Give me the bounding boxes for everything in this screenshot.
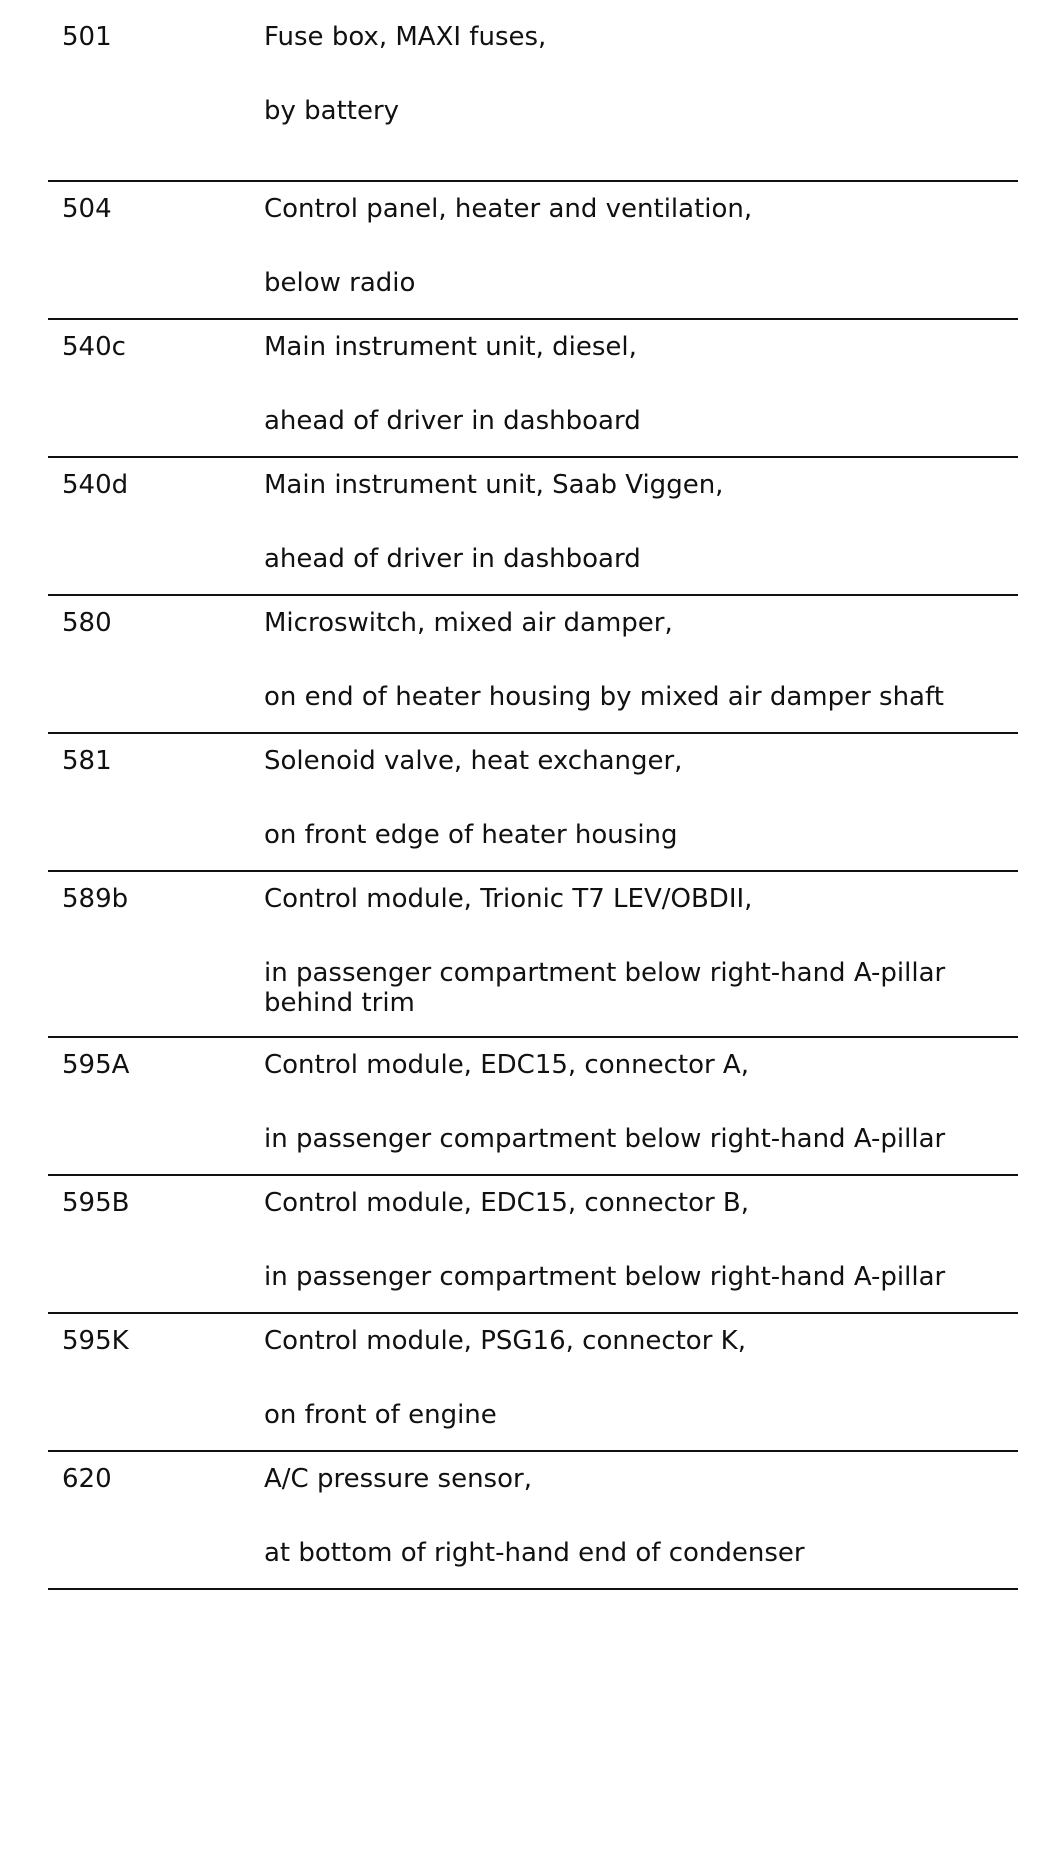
list-item <box>48 1452 1018 1590</box>
list-item <box>48 872 1018 1038</box>
component-location: on end of heater housing by mixed air damper shaft <box>264 682 944 712</box>
component-code: 580 <box>62 608 112 638</box>
component-code: 595B <box>62 1188 130 1218</box>
component-description <box>264 744 1018 850</box>
component-title: Main instrument unit, diesel, <box>264 332 637 362</box>
component-description <box>264 330 1018 436</box>
component-title: Microswitch, mixed air damper, <box>264 608 673 638</box>
component-title: Control panel, heater and ventilation, <box>264 194 753 224</box>
component-title: Solenoid valve, heat exchanger, <box>264 746 683 776</box>
component-code: 540c <box>62 332 126 362</box>
component-title: A/C pressure sensor, <box>264 1464 532 1494</box>
component-location: in passenger compartment below right-hand A-pillar <box>264 1124 946 1154</box>
component-description <box>264 1186 1018 1292</box>
list-item <box>48 16 1018 182</box>
component-location: in passenger compartment below right-hand A-pillar behind trim <box>264 958 946 1018</box>
list-item <box>48 320 1018 458</box>
component-code: 589b <box>62 884 129 914</box>
component-title: Control module, EDC15, connector A, <box>264 1050 749 1080</box>
component-location: by battery <box>264 96 400 126</box>
list-item <box>48 1038 1018 1176</box>
component-code: 581 <box>62 746 112 776</box>
component-description <box>264 1462 1018 1568</box>
component-location: on front edge of heater housing <box>264 820 678 850</box>
component-description <box>264 882 1018 1018</box>
list-item <box>48 596 1018 734</box>
component-code: 504 <box>62 194 112 224</box>
component-title: Control module, PSG16, connector K, <box>264 1326 746 1356</box>
component-code: 595A <box>62 1050 130 1080</box>
component-title: Control module, Trionic T7 LEV/OBDII, <box>264 884 753 914</box>
component-code: 595K <box>62 1326 129 1356</box>
list-item <box>48 182 1018 320</box>
component-description <box>264 468 1018 574</box>
component-location: below radio <box>264 268 416 298</box>
list-item <box>48 458 1018 596</box>
component-description <box>264 1048 1018 1154</box>
list-item <box>48 734 1018 872</box>
component-location: ahead of driver in dashboard <box>264 406 641 436</box>
list-item <box>48 1314 1018 1452</box>
component-location: at bottom of right-hand end of condenser <box>264 1538 805 1568</box>
component-description <box>264 192 1018 298</box>
component-title: Main instrument unit, Saab Viggen, <box>264 470 724 500</box>
component-title: Fuse box, MAXI fuses, <box>264 22 547 52</box>
list-item <box>48 1176 1018 1314</box>
component-code: 501 <box>62 22 112 52</box>
component-list <box>48 16 1018 1590</box>
component-description <box>264 20 1018 126</box>
component-location: in passenger compartment below right-hand A-pillar <box>264 1262 946 1292</box>
component-location: on front of engine <box>264 1400 497 1430</box>
component-location: ahead of driver in dashboard <box>264 544 641 574</box>
component-code: 620 <box>62 1464 112 1494</box>
component-title: Control module, EDC15, connector B, <box>264 1188 750 1218</box>
component-description <box>264 1324 1018 1430</box>
component-description <box>264 606 1018 712</box>
component-code: 540d <box>62 470 129 500</box>
